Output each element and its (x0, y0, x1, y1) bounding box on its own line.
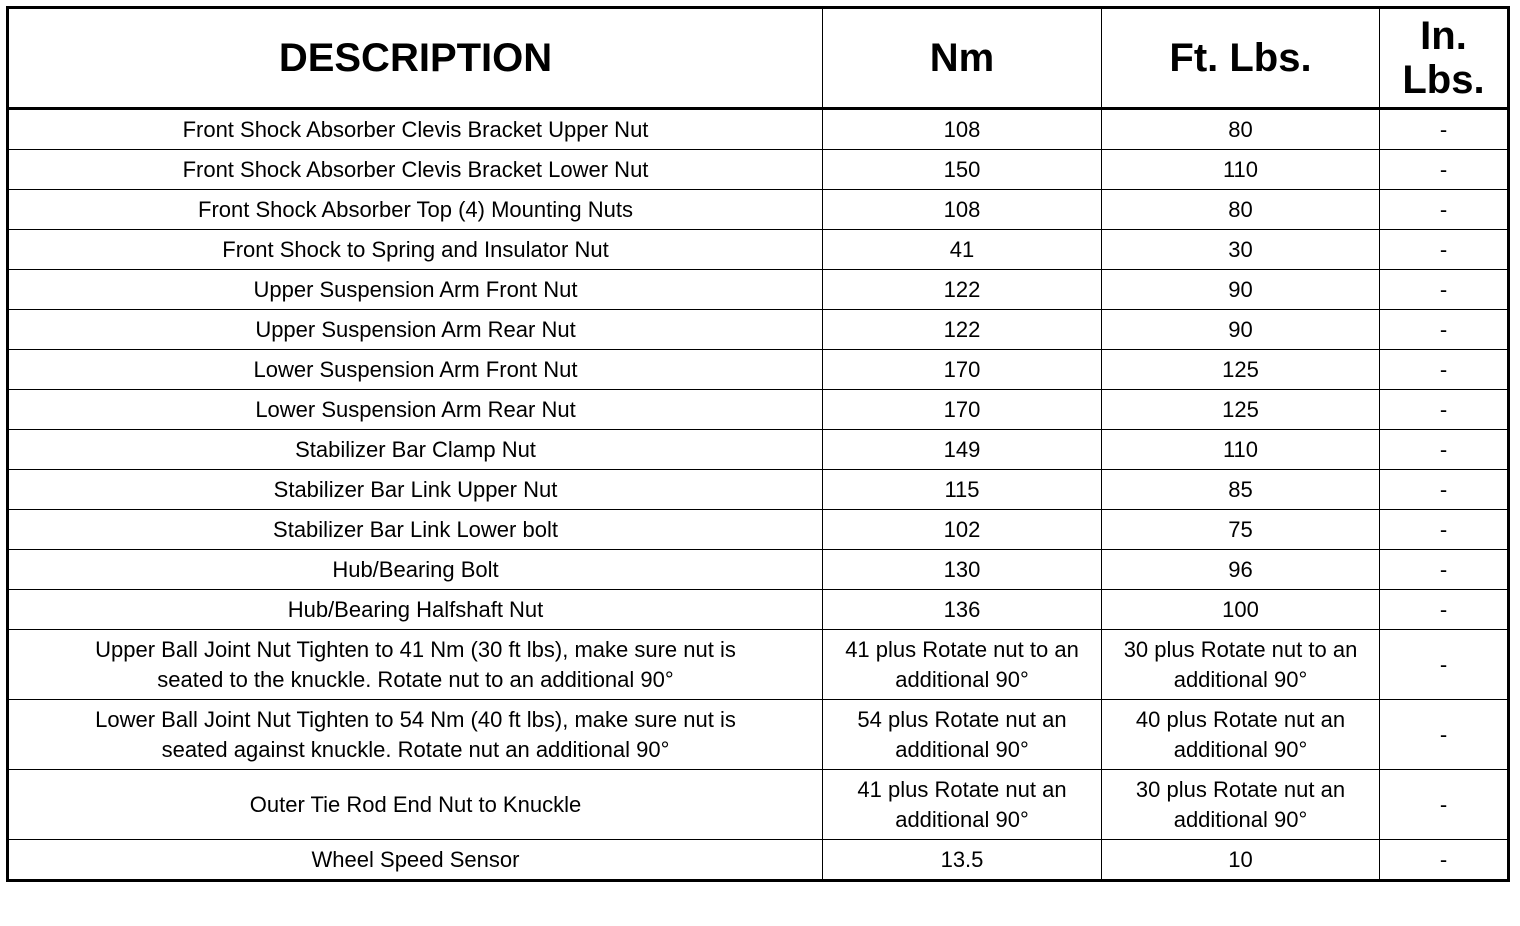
cell-in-lbs: - (1380, 150, 1509, 190)
table-row (8, 430, 1509, 470)
cell-in-lbs: - (1380, 550, 1509, 590)
cell-ft-lbs: 30 (1102, 230, 1380, 270)
cell-ft-lbs: 30 plus Rotate nut an additional 90° (1102, 770, 1380, 840)
cell-nm: 149 (823, 430, 1102, 470)
cell-nm: 122 (823, 310, 1102, 350)
cell-in-lbs: - (1380, 270, 1509, 310)
cell-description: Stabilizer Bar Clamp Nut (8, 430, 823, 470)
table-row (8, 390, 1509, 430)
cell-nm: 41 (823, 230, 1102, 270)
cell-nm: 115 (823, 470, 1102, 510)
cell-description: Lower Suspension Arm Front Nut (8, 350, 823, 390)
cell-description: Lower Ball Joint Nut Tighten to 54 Nm (40 ft lbs), make sure nut is seated against knuckle. Rotate nut an additional 90° (8, 700, 823, 770)
table-row (8, 350, 1509, 390)
cell-nm: 41 plus Rotate nut an additional 90° (823, 770, 1102, 840)
torque-specifications-table (6, 6, 1510, 882)
table-row (8, 109, 1509, 150)
cell-nm: 13.5 (823, 840, 1102, 881)
table-row (8, 700, 1509, 770)
table-row (8, 840, 1509, 881)
cell-nm: 150 (823, 150, 1102, 190)
cell-description: Front Shock to Spring and Insulator Nut (8, 230, 823, 270)
cell-in-lbs: - (1380, 109, 1509, 150)
cell-nm: 41 plus Rotate nut to an additional 90° (823, 630, 1102, 700)
cell-in-lbs: - (1380, 230, 1509, 270)
table-row (8, 470, 1509, 510)
cell-ft-lbs: 75 (1102, 510, 1380, 550)
cell-in-lbs: - (1380, 470, 1509, 510)
cell-description: Hub/Bearing Halfshaft Nut (8, 590, 823, 630)
header-nm: Nm (823, 8, 1102, 109)
cell-description: Lower Suspension Arm Rear Nut (8, 390, 823, 430)
table-row (8, 590, 1509, 630)
cell-ft-lbs: 110 (1102, 150, 1380, 190)
cell-description: Front Shock Absorber Clevis Bracket Upper Nut (8, 109, 823, 150)
cell-description: Hub/Bearing Bolt (8, 550, 823, 590)
cell-ft-lbs: 85 (1102, 470, 1380, 510)
cell-ft-lbs: 80 (1102, 109, 1380, 150)
cell-nm: 170 (823, 350, 1102, 390)
cell-ft-lbs: 90 (1102, 270, 1380, 310)
cell-ft-lbs: 40 plus Rotate nut an additional 90° (1102, 700, 1380, 770)
header-description: DESCRIPTION (8, 8, 823, 109)
cell-ft-lbs: 125 (1102, 350, 1380, 390)
table-row (8, 150, 1509, 190)
cell-ft-lbs: 10 (1102, 840, 1380, 881)
table-row (8, 190, 1509, 230)
cell-in-lbs: - (1380, 840, 1509, 881)
header-ft-lbs: Ft. Lbs. (1102, 8, 1380, 109)
cell-description: Upper Suspension Arm Front Nut (8, 270, 823, 310)
cell-in-lbs: - (1380, 190, 1509, 230)
cell-description: Front Shock Absorber Clevis Bracket Lower Nut (8, 150, 823, 190)
table-row (8, 230, 1509, 270)
table-row (8, 310, 1509, 350)
header-in-lbs: In. Lbs. (1380, 8, 1509, 109)
cell-ft-lbs: 100 (1102, 590, 1380, 630)
cell-in-lbs: - (1380, 430, 1509, 470)
cell-nm: 136 (823, 590, 1102, 630)
cell-ft-lbs: 96 (1102, 550, 1380, 590)
cell-description: Upper Suspension Arm Rear Nut (8, 310, 823, 350)
cell-ft-lbs: 125 (1102, 390, 1380, 430)
cell-ft-lbs: 90 (1102, 310, 1380, 350)
cell-in-lbs: - (1380, 630, 1509, 700)
table-body (8, 109, 1509, 881)
cell-nm: 170 (823, 390, 1102, 430)
cell-description: Stabilizer Bar Link Upper Nut (8, 470, 823, 510)
table-row (8, 510, 1509, 550)
cell-nm: 102 (823, 510, 1102, 550)
cell-ft-lbs: 80 (1102, 190, 1380, 230)
table-row (8, 630, 1509, 700)
cell-nm: 54 plus Rotate nut an additional 90° (823, 700, 1102, 770)
table-row (8, 270, 1509, 310)
cell-in-lbs: - (1380, 510, 1509, 550)
cell-description: Stabilizer Bar Link Lower bolt (8, 510, 823, 550)
table-row (8, 550, 1509, 590)
cell-in-lbs: - (1380, 590, 1509, 630)
cell-description: Outer Tie Rod End Nut to Knuckle (8, 770, 823, 840)
header-row (8, 8, 1509, 109)
table-row (8, 770, 1509, 840)
cell-in-lbs: - (1380, 350, 1509, 390)
cell-ft-lbs: 110 (1102, 430, 1380, 470)
cell-ft-lbs: 30 plus Rotate nut to an additional 90° (1102, 630, 1380, 700)
cell-in-lbs: - (1380, 310, 1509, 350)
cell-nm: 122 (823, 270, 1102, 310)
cell-in-lbs: - (1380, 390, 1509, 430)
cell-description: Upper Ball Joint Nut Tighten to 41 Nm (30 ft lbs), make sure nut is seated to the knuckle. Rotate nut to an additional 90° (8, 630, 823, 700)
cell-description: Wheel Speed Sensor (8, 840, 823, 881)
cell-nm: 108 (823, 190, 1102, 230)
cell-nm: 108 (823, 109, 1102, 150)
cell-in-lbs: - (1380, 700, 1509, 770)
cell-description: Front Shock Absorber Top (4) Mounting Nuts (8, 190, 823, 230)
cell-nm: 130 (823, 550, 1102, 590)
cell-in-lbs: - (1380, 770, 1509, 840)
